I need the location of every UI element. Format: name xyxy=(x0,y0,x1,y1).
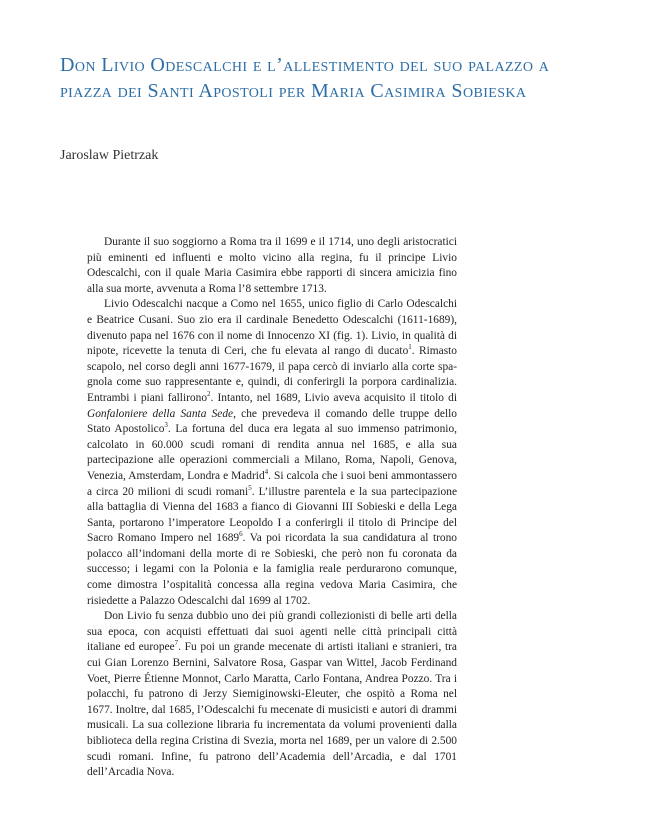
text-run: . Va poi ricordata la sua candidatura al trono polacco all’indomani della morte di re Sobieski, che però non fu coronata da successo; i legami con la Polonia e la famiglia reale perdurarono comunque, come dimostra l’ospitalità concessa alla regina vedova Maria Casimira, che risiedette a Palazzo Odescalchi dal 1699 al 1702. xyxy=(87,532,458,607)
text-run: . Intanto, nel 1689, Livio aveva acquisito il titolo di xyxy=(210,391,458,404)
footnote-marker: 7 xyxy=(174,639,179,648)
footnote-marker: 6 xyxy=(239,530,243,539)
footnote-marker: 5 xyxy=(248,483,252,492)
footnote-marker: 2 xyxy=(207,390,211,399)
text-run: . Si calcola che i suoi beni ammontassero a circa 20 milioni di scudi romani xyxy=(87,469,457,498)
article-author: Jaroslaw Pietrzak xyxy=(60,148,159,163)
body-paragraph xyxy=(87,609,457,781)
article-body xyxy=(87,235,457,781)
footnote-marker: 4 xyxy=(264,468,269,477)
text-run: . Fu poi un grande mecenate di artisti italiani e stranieri, tra cui Gian Lorenzo Bernini, Salvatore Rosa, Gaspar van Wittel, Jacob Ferdinand Voet, Pierre Étienne Monnot, Carlo Maratta, Carlo Fontana, Andrea Pozzo. Tra i polacchi, fu patrono di Jerzy Siemiginowski-Eleuter, che ospitò a Roma nel 1677. Inoltre, dal 1685, l’Odescalchi fu mecenate di musicisti e autori di drammi musicali. La sua collezione libraria fu incrementata da volumi provenienti dalla biblioteca della regina Cristina di Svezia, morta nel 1689, per un valore di 2.500 scudi romani. Infine, fu patrono dell’Academia dell’Arcadia, e dal 1701 dell’Arcadia Nova. xyxy=(87,641,457,779)
text-run: . L’illustre parentela e la sua partecipazione alla battaglia di Vienna del 1683 a fianco di Giovanni III Sobieski e della Lega Santa, portarono l’imperatore Leopoldo I a conferirgli il titolo di Principe del Sacro Romano Impero nel 1689 xyxy=(87,485,457,545)
text-run: . Rimasto scapolo, nel corso degli anni 1677-1679, il papa cercò di inviarlo alla corte spagnola come suo rappresentante e, quindi, di conferirgli la porpora cardinalizia. Entrambi i piani fallirono xyxy=(87,345,457,404)
text-run: Durante il suo soggiorno a Roma tra il 1699 e il 1714, uno degli aristocratici più eminenti ed influenti e molto vicino alla regina, fu il principe Livio Odescalchi, con il quale Maria Casimira ebbe rapporti di sincera amicizia fino alla sua morte, avvenuta a Roma l’8 settembre 1713. xyxy=(87,236,457,295)
text-run: . La fortuna del duca era legata al suo immenso patrimonio, calcolato in 60.000 scudi romani di rendita annua nel 1685, e alla sua partecipazione alle operazioni commerciali a Milano, Roma, Napoli, Genova, Venezia, Amsterdam, Londra e Madrid xyxy=(87,423,458,482)
text-run: Don Livio fu senza dubbio uno dei più grandi collezionisti di belle arti della sua epoca, con acquisti effettuati dai suoi agenti nelle città principali città italiane ed europee xyxy=(87,610,457,654)
italic-title: Gonfaloniere della Santa Sede xyxy=(87,407,234,420)
footnote-marker: 3 xyxy=(164,421,168,430)
footnote-marker: 1 xyxy=(408,343,412,352)
body-paragraph xyxy=(87,297,457,609)
article-title: Don Livio Odescalchi e l’allestimento del suo palazzo a piazza dei Santi Apostoli per Maria Casimira Sobieska xyxy=(60,54,550,102)
text-run: Livio Odescalchi nacque a Como nel 1655, unico figlio di Carlo Odescalchi e Beatrice Cusani. Suo zio era il cardinale Benedetto Odescalchi (1611-1689), divenuto papa nel 1676 con il nome di Innocenzo XI (fig. 1). Livio, in qualità di nipote, ricevette la tenuta di Ceri, che fu elevata al rango di ducato xyxy=(87,298,457,358)
text-run: , che prevedeva il comando delle truppe dello Stato Apostolico xyxy=(87,407,457,436)
body-paragraph xyxy=(87,235,457,297)
